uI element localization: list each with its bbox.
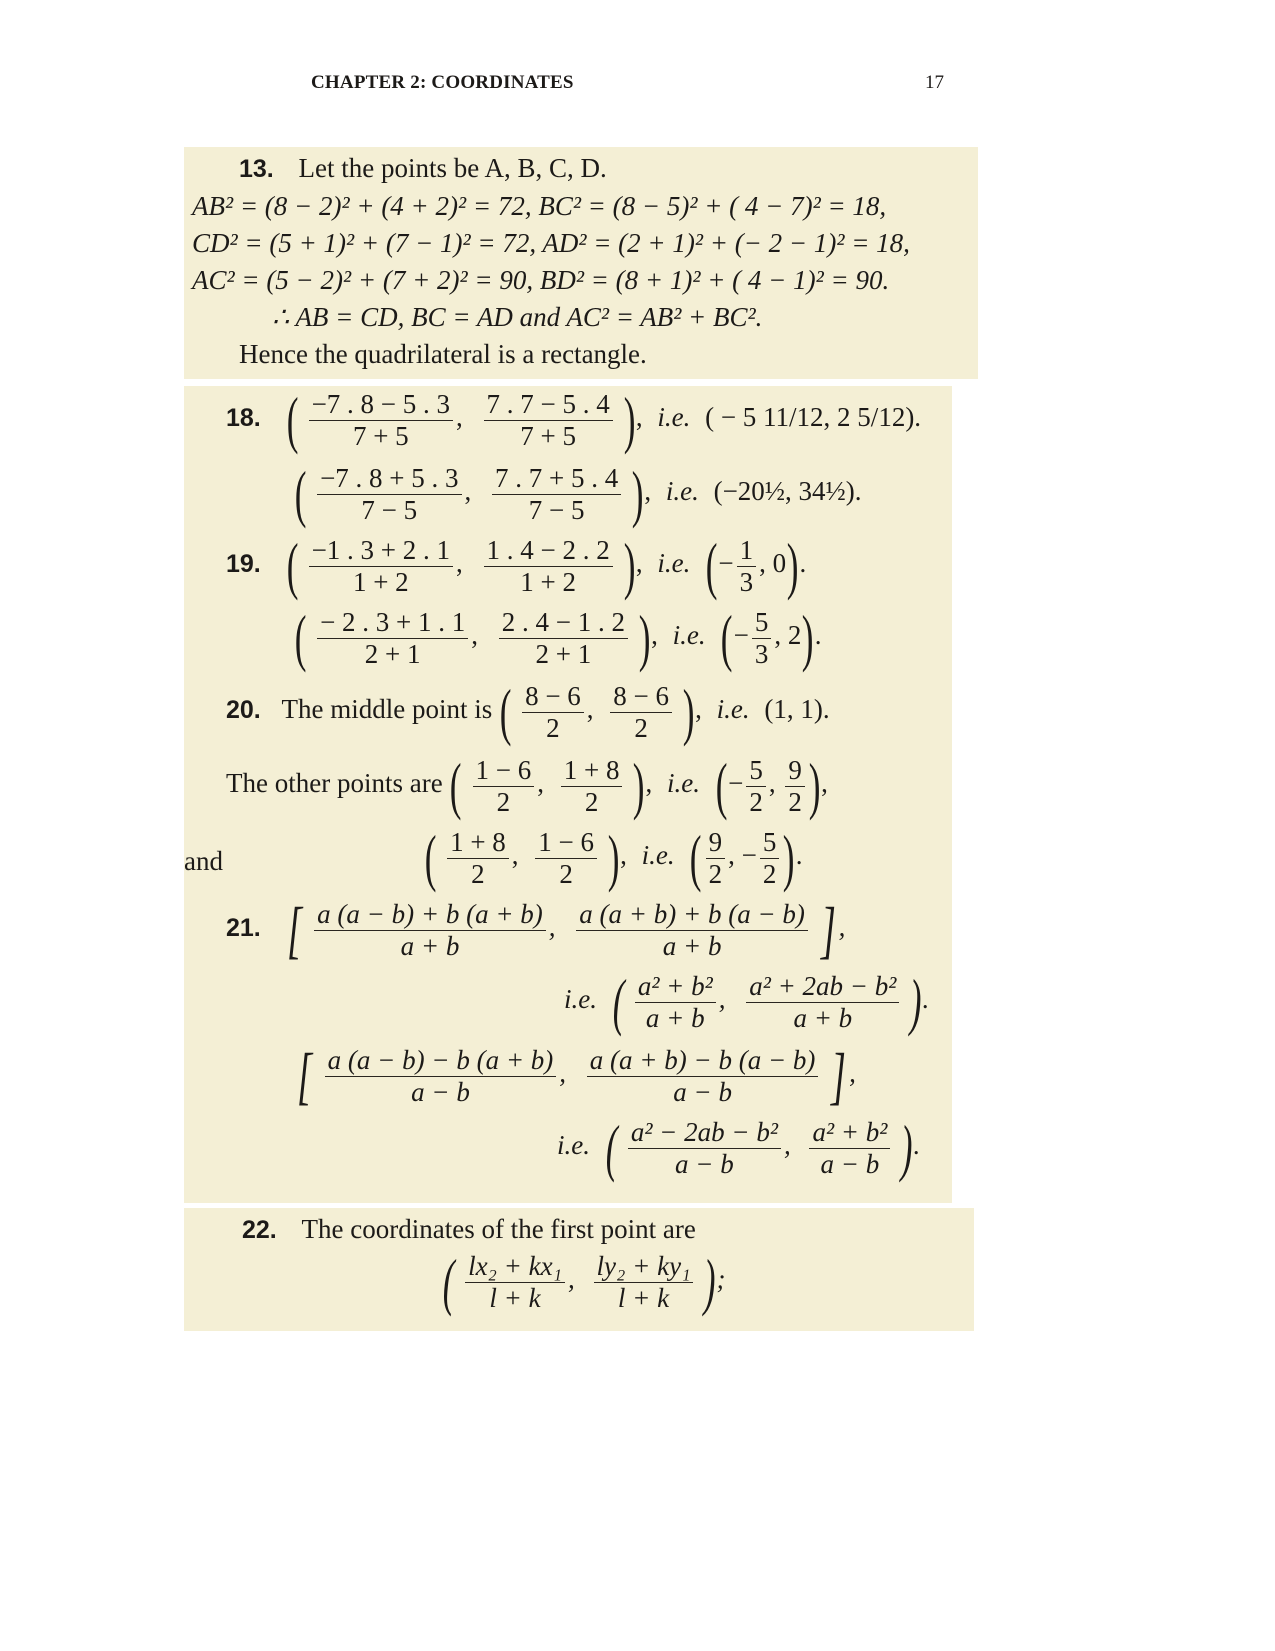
fraction: $\frac{\text{a² + b²}}{a - b}$: [809, 1117, 890, 1178]
close-paren: ): [909, 966, 922, 1037]
fraction: $\frac{a (a + b) - b (a - b)}{a - b}$: [587, 1045, 819, 1106]
fraction: $\frac{1}{3}$: [737, 535, 757, 596]
chapter-title: CHAPTER 2: COORDINATES: [311, 72, 574, 93]
open-paren: (: [705, 530, 718, 601]
fraction: $\frac{\text{a² + b²}}{a + b}$: [635, 971, 716, 1032]
ie-label: i.e.: [641, 840, 675, 871]
fraction: $\frac{\text{ly₂ + ky₁}}{l + k}$: [594, 1251, 694, 1312]
close-paren: ): [900, 1112, 913, 1183]
problem-19-line-1: 19. ( $\frac{-1 . 3 + 2 . 1}{1 + 2}$ , $\frac{1 . 4 - 2 . 2}{1 + 2}$ ), i.e. (− $\frac{1}{3}$ , 0).: [226, 530, 807, 601]
ie-label: i.e.: [557, 1130, 590, 1161]
close-paren: ): [786, 530, 799, 601]
open-paren: (: [424, 822, 437, 893]
open-paren: (: [286, 530, 299, 601]
fraction: $\frac{5}{2}$: [746, 755, 766, 816]
open-paren: (: [690, 822, 702, 893]
open-paren: (: [294, 458, 307, 529]
ie-label: i.e.: [667, 768, 701, 799]
and-label: and: [184, 846, 223, 876]
problem-13-row-2: CD² = (5 + 1)² + (7 − 1)² = 72, AD² = (2 + 1)² + (− 2 − 1)² = 18,: [192, 228, 910, 258]
fraction: $\frac{\text{a² + 2ab − b²}}{a + b}$: [746, 971, 899, 1032]
close-paren: ): [808, 750, 821, 821]
fraction: $\frac{2 . 4 - 1 . 2}{2 + 1}$: [499, 607, 628, 668]
fraction: $\frac{\text{lx₂ + kx₁}}{l + k}$: [465, 1251, 565, 1312]
ie-label: i.e.: [716, 694, 750, 725]
fraction: $\frac{-1 . 3 + 2 . 1}{1 + 2}$: [309, 535, 453, 596]
problem-13-row-4: ∴ AB = CD, BC = AD and AC² = AB² + BC².: [272, 302, 763, 332]
problem-22-line-2: ( $\frac{\text{lx₂ + kx₁}}{l + k}$ , $\frac{\text{ly₂ + ky₁}}{l + k}$ );: [442, 1246, 726, 1317]
fraction: $\frac{7 . 7 - 5 . 4}{7 + 5}$: [484, 389, 613, 450]
fraction: $\frac{-7 . 8 + 5 . 3}{7 - 5}$: [317, 463, 461, 524]
scan-problem-22: [184, 1208, 974, 1331]
fraction: $\frac{5}{2}$: [760, 827, 780, 888]
close-bracket: ]: [831, 1040, 847, 1111]
fraction: $\frac{5}{3}$: [752, 607, 772, 668]
problem-number: 21.: [226, 914, 261, 943]
problem-13-conclusion: Hence the quadrilateral is a rectangle.: [239, 339, 647, 369]
problem-22-text: The coordinates of the first point are: [301, 1214, 696, 1244]
problem-13-intro-line: [239, 153, 607, 184]
problem-18-result-a: ( − 5 11/12, 2 5/12).: [705, 402, 922, 433]
problem-18-result-b: (−20½, 34½).: [713, 476, 862, 507]
fraction: $\frac{-7 . 8 - 5 . 3}{7 + 5}$: [309, 389, 453, 450]
scan-problems-18-21: [184, 386, 952, 1203]
problem-number: 18.: [226, 404, 261, 433]
fraction: $\frac{- 2 . 3 + 1 . 1}{2 + 1}$: [317, 607, 468, 668]
close-paren: ): [607, 822, 620, 893]
fraction: $\frac{7 . 7 + 5 . 4}{7 - 5}$: [492, 463, 621, 524]
open-paren: (: [499, 676, 512, 747]
fraction: $\frac{1 - 6}{2}$: [473, 755, 535, 816]
fraction: $\frac{1 . 4 - 2 . 2}{1 + 2}$: [484, 535, 613, 596]
fraction: $\frac{a (a + b) + b (a - b)}{a + b}$: [576, 899, 808, 960]
close-paren: ): [783, 822, 795, 893]
close-paren: ): [623, 384, 636, 455]
close-paren: ): [633, 750, 645, 821]
problem-20-line-2: The other points are ( $\frac{1 - 6}{2}$ , $\frac{1 + 8}{2}$ ), i.e. (− $\frac{5}{2}$ , $\frac{9}{2}$ ),: [226, 750, 828, 821]
open-paren: (: [450, 750, 462, 821]
open-paren: (: [715, 750, 728, 821]
fraction: $\frac{1 - 6}{2}$: [535, 827, 597, 888]
open-bracket: [: [286, 894, 302, 965]
ie-label: i.e.: [657, 548, 691, 579]
open-bracket: [: [296, 1040, 312, 1111]
problem-number: 20.: [226, 696, 261, 725]
fraction: $\frac{1 + 8}{2}$: [447, 827, 509, 888]
close-paren: ): [802, 602, 814, 673]
fraction: $\frac{1 + 8}{2}$: [561, 755, 623, 816]
problem-number: 13.: [239, 155, 274, 183]
problem-number: 19.: [226, 550, 261, 579]
problem-21-line-3: [ $\frac{a (a - b) - b (a + b)}{a - b}$ , $\frac{a (a + b) - b (a - b)}{a - b}$ ] ,: [296, 1040, 856, 1111]
open-paren: (: [294, 602, 307, 673]
page-number: 17: [925, 72, 944, 93]
open-paren: (: [286, 384, 299, 455]
other-points-text: The other points are: [226, 768, 443, 799]
problem-21-line-2: i.e. ( $\frac{\text{a² + b²}}{a + b}$ , $\frac{\text{a² + 2ab − b²}}{a + b}$ ).: [564, 966, 930, 1037]
problem-13-row-1: AB² = (8 − 2)² + (4 + 2)² = 72, BC² = (8 − 5)² + ( 4 − 7)² = 18,: [192, 191, 887, 221]
fraction: $\frac{9}{2}$: [785, 755, 805, 816]
close-paren: ): [631, 458, 644, 529]
problem-21-line-4: i.e. ( $\frac{\text{a² − 2ab − b²}}{a - b}$ , $\frac{\text{a² + b²}}{a - b}$ ).: [557, 1112, 921, 1183]
problem-18-line-2: ( $\frac{-7 . 8 + 5 . 3}{7 - 5}$ , $\frac{7 . 7 + 5 . 4}{7 - 5}$ ), i.e. (−20½, 34½).: [294, 458, 862, 529]
ie-label: i.e.: [672, 620, 706, 651]
problem-19-line-2: ( $\frac{- 2 . 3 + 1 . 1}{2 + 1}$ , $\frac{2 . 4 - 1 . 2}{2 + 1}$ ), i.e. (− $\frac{5}{3}$ , 2).: [294, 602, 822, 673]
open-paren: (: [605, 1112, 618, 1183]
fraction: $\frac{8 - 6}{2}$: [522, 681, 584, 742]
scan-problem-13: [184, 147, 978, 379]
problem-21-line-1: 21. [ $\frac{a (a - b) + b (a + b)}{a + b}$ , $\frac{a (a + b) + b (a - b)}{a + b}$ ] ,: [226, 894, 846, 965]
close-paren: ): [682, 676, 695, 747]
fraction: $\frac{a (a - b) - b (a + b)}{a - b}$: [325, 1045, 557, 1106]
close-bracket: ]: [820, 894, 836, 965]
fraction: $\frac{9}{2}$: [706, 827, 726, 888]
open-paren: (: [442, 1246, 455, 1317]
close-paren: ): [638, 602, 651, 673]
problem-number: 22.: [242, 1216, 277, 1244]
fraction: $\frac{\text{a² − 2ab − b²}}{a - b}$: [628, 1117, 781, 1178]
fraction: $\frac{8 - 6}{2}$: [610, 681, 672, 742]
problem-19-result-b-y: 2: [787, 620, 802, 651]
ie-label: i.e.: [665, 476, 699, 507]
close-paren: ): [623, 530, 636, 601]
page-header: [311, 72, 944, 102]
open-paren: (: [721, 602, 733, 673]
problem-22-line-1: [242, 1214, 696, 1245]
open-paren: (: [612, 966, 625, 1037]
close-paren: ): [704, 1246, 716, 1317]
middle-point-result: (1, 1).: [764, 694, 830, 725]
problem-13-row-3: AC² = (5 − 2)² + (7 + 2)² = 90, BD² = (8 + 1)² + ( 4 − 1)² = 90.: [192, 265, 890, 295]
middle-point-text: The middle point is: [281, 694, 493, 725]
fraction: $\frac{a (a - b) + b (a + b)}{a + b}$: [314, 899, 546, 960]
problem-18-line-1: 18. ( $\frac{-7 . 8 - 5 . 3}{7 + 5}$ , $\frac{7 . 7 - 5 . 4}{7 + 5}$ ), i.e. ( − 5 11/12, 2 5/12).: [226, 384, 922, 455]
ie-label: i.e.: [564, 984, 597, 1015]
problem-19-result-a-y: 0: [772, 548, 787, 579]
problem-13-intro: Let the points be A, B, C, D.: [298, 153, 607, 183]
problem-20-line-1: 20. The middle point is ( $\frac{8 - 6}{2}$ , $\frac{8 - 6}{2}$ ), i.e. (1, 1).: [226, 676, 830, 747]
problem-20-line-3: ( $\frac{1 + 8}{2}$ , $\frac{1 - 6}{2}$ ), i.e. ( $\frac{9}{2}$ , − $\frac{5}{2}$ ).: [424, 822, 803, 893]
ie-label: i.e.: [657, 402, 691, 433]
